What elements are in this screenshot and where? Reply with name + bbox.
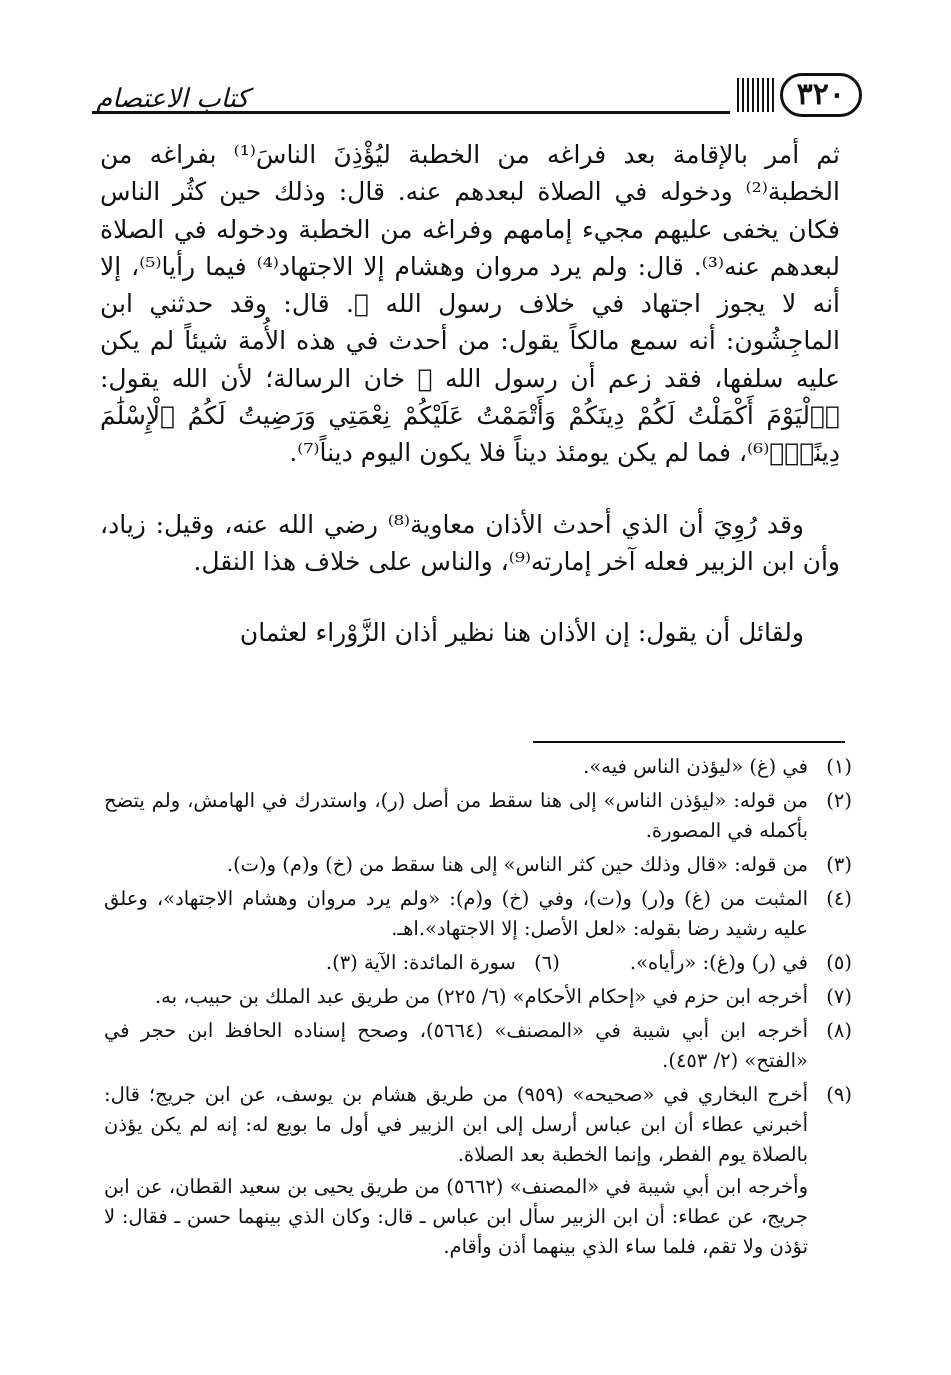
footnote-3 [104, 850, 852, 880]
main-text [100, 136, 840, 652]
paragraph-2: وقد رُوِيَ أن الذي أحدث الأذان معاوية⁽⁸⁾ رضي الله عنه، وقيل: زياد، وأن ابن الزبير فعله آخر إمارته⁽⁹⁾، والناس على خلاف هذا النقل. [100, 509, 840, 576]
footnote-5 [630, 948, 852, 978]
footnote-text: المثبت من (غ) و(ر) و(ت)، وفي (خ) و(م): «ولم يرد مروان وهشام الاجتهاد»، وعلق عليه رشيد رضا بقوله: «لعل الأصل: إلا الاجتهاد».اهـ. [104, 887, 808, 940]
paragraph-1: ثم أمر بالإقامة بعد فراغه من الخطبة ليُؤْذِنَ الناسَ⁽¹⁾ بفراغه من الخطبة⁽²⁾ ودخوله في الصلاة لبعدهم عنه. قال: وذلك حين كثُر الناس فكان يخفى عليهم مجيء إمامهم وفراغه من الخطبة ودخوله في الصلاة لبعدهم عنه⁽³⁾. قال: ولم يرد مروان وهشام إلا الاجتهاد⁽⁴⁾ فيما رأيا⁽⁵⁾، إلا أنه لا يجوز اجتهاد في خلاف رسول الله ﷺ. قال: وقد حدثني ابن الماجِشُون: أنه سمع مالكاً يقول: من أحدث في هذه الأُمة شيئاً لم يكن عليه سلفها، فقد زعم أن رسول الله ﷺ خان الرسالة؛ لأن الله يقول: ﴿ٱلْيَوْمَ أَكْمَلْتُ لَكُمْ دِينَكُمْ وَأَتْمَمْتُ عَلَيْكُمْ نِعْمَتِي وَرَضِيتُ لَكُمُ ٱلْإِسْلَٰمَ دِينًاۚ﴾⁽⁶⁾، فما لم يكن يومئذ ديناً فلا يكون اليوم ديناً⁽⁷⁾. [100, 140, 840, 468]
footnote-9-text: أخرج البخاري في «صحيحه» (٩٥٩) من طريق هشام بن يوسف، عن ابن جريج؛ قال: أخبرني عطاء أن ابن عباس أرسل إلى ابن الزبير في أول ما بويع له: إنه لم يكن يؤذن بالصلاة يوم الفطر، وإنما الخطبة بعد الصلاة. [104, 1083, 808, 1166]
footnote-text [104, 1080, 808, 1262]
footnote-text: أخرجه ابن أبي شيبة في «المصنف» (٥٦٦٤)، وصحح إسناده الحافظ ابن حجر في «الفتح» (٢/ ٤٥٣). [104, 1019, 809, 1072]
footnote-7 [104, 982, 852, 1012]
footnote-text: في (غ) «ليؤذن الناس فيه». [583, 755, 808, 778]
footnote-text: أخرجه ابن حزم في «إحكام الأحكام» (٦/ ٢٢٥) من طريق عبد الملك بن حبيب، به. [154, 985, 808, 1008]
footnote-text: من قوله: «ليؤذن الناس» إلى هنا سقط من أصل (ر)، واستدرك في الهامش، ولم يتضح بأكمله في المصورة. [104, 789, 808, 842]
footnote-number: (١) [826, 755, 852, 778]
footnote-9 [104, 1080, 852, 1262]
footnote-number: (٨) [826, 1019, 852, 1042]
footnote-1 [104, 752, 852, 782]
page-number-badge [734, 70, 862, 120]
footnote-4 [104, 884, 852, 944]
book-title: كتاب الاعتصام [96, 84, 249, 114]
page-header [92, 58, 862, 118]
footnotes [104, 752, 852, 1266]
footnote-text: في (ر) و(غ): «رأياه». [629, 951, 808, 974]
paragraph-3: ولقائل أن يقول: إن الأذان هنا نظير أذان الزَّوْراء لعثمان [239, 618, 804, 648]
footnote-number: (٦) [534, 951, 560, 974]
page-number: ٣٢٠ [780, 73, 862, 118]
badge-ornament-lines [737, 78, 774, 112]
footnote-number: (٣) [826, 853, 852, 876]
footnote-number: (٢) [826, 789, 852, 812]
footnote-separator [533, 741, 845, 743]
footnote-text: سورة المائدة: الآية (٣). [325, 951, 516, 974]
footnote-8 [104, 1016, 852, 1076]
header-rule [92, 111, 730, 114]
footnote-text: من قوله: «قال وذلك حين كثر الناس» إلى هنا سقط من (خ) و(م) و(ت). [226, 853, 808, 876]
footnote-number: (٧) [826, 985, 852, 1008]
footnote-6 [326, 948, 560, 978]
footnote-9-continuation: وأخرجه ابن أبي شيبة في «المصنف» (٥٦٦٢) من طريق يحيى بن سعيد القطان، عن ابن جريج، عن عطاء: أن ابن الزبير سأل ابن عباس ـ قال: وكان الذي بينهما حسن ـ فقال: لا تؤذن ولا تقم، فلما ساء الذي بينهما أذن وأقام. [104, 1175, 808, 1258]
footnote-pair-5-6 [104, 948, 852, 982]
footnote-2 [104, 786, 852, 846]
footnote-number: (٥) [826, 951, 852, 974]
footnote-number: (٤) [826, 887, 852, 910]
footnote-number: (٩) [826, 1083, 852, 1106]
